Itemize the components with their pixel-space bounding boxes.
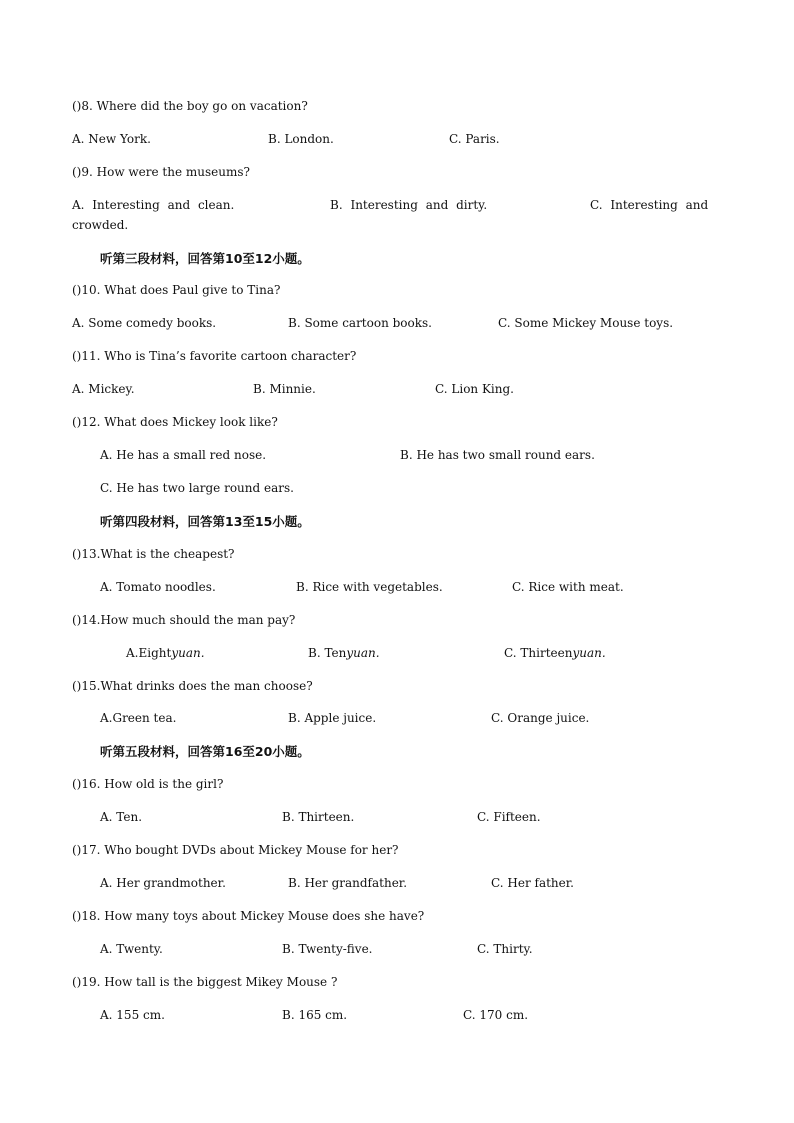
- q14-option-a: A.Eightyuan.: [126, 646, 205, 660]
- q19-option-a: A. 155 cm.: [100, 1008, 165, 1022]
- q10-option-b: B. Some cartoon books.: [288, 316, 432, 330]
- q17-option-a: A. Her grandmother.: [100, 876, 226, 890]
- q18-option-b: B. Twenty-five.: [282, 942, 373, 956]
- q17-option-c: C. Her father.: [491, 876, 574, 890]
- q13-option-a: A. Tomato noodles.: [100, 580, 216, 594]
- q15-option-c: C. Orange juice.: [491, 711, 590, 725]
- section-4-heading: 听第四段材料，回答第13至15小题。: [100, 514, 310, 529]
- question-16: ()16. How old is the girl?: [72, 777, 224, 791]
- question-9: ()9. How were the museums?: [72, 165, 250, 179]
- q16-option-c: C. Fifteen.: [477, 810, 541, 824]
- q8-option-a: A. New York.: [72, 132, 151, 146]
- q14-unit-c: yuan.: [572, 646, 606, 660]
- q8-option-c: C. Paris.: [449, 132, 500, 146]
- section-5-heading: 听第五段材料，回答第16至20小题。: [100, 744, 310, 759]
- q12-option-b: B. He has two small round ears.: [400, 448, 595, 462]
- question-13: ()13.What is the cheapest?: [72, 547, 235, 561]
- q10-option-c: C. Some Mickey Mouse toys.: [498, 316, 674, 330]
- q13-option-c: C. Rice with meat.: [512, 580, 624, 594]
- q14-unit-a: yuan.: [171, 646, 205, 660]
- q15-option-b: B. Apple juice.: [288, 711, 377, 725]
- question-19: ()19. How tall is the biggest Mikey Mouse ?: [72, 975, 338, 989]
- q14-option-c: C. Thirteenyuan.: [504, 646, 606, 660]
- q14-unit-b: yuan.: [346, 646, 380, 660]
- q17-option-b: B. Her grandfather.: [288, 876, 408, 890]
- question-15: ()15.What drinks does the man choose?: [72, 679, 313, 693]
- q11-option-b: B. Minnie.: [253, 382, 316, 396]
- question-10: ()10. What does Paul give to Tina?: [72, 283, 281, 297]
- section-3-heading: 听第三段材料，回答第10至12小题。: [100, 251, 310, 266]
- question-18: ()18. How many toys about Mickey Mouse does she have?: [72, 909, 425, 923]
- q13-option-b: B. Rice with vegetables.: [296, 580, 443, 594]
- q9-option-c: C. Interesting and: [590, 198, 709, 212]
- question-8: ()8. Where did the boy go on vacation?: [72, 99, 308, 113]
- question-12: ()12. What does Mickey look like?: [72, 415, 278, 429]
- q12-option-c: C. He has two large round ears.: [100, 481, 294, 495]
- question-17: ()17. Who bought DVDs about Mickey Mouse for her?: [72, 843, 399, 857]
- q16-option-a: A. Ten.: [100, 810, 143, 824]
- question-11: ()11. Who is Tina’s favorite cartoon character?: [72, 349, 357, 363]
- q16-option-b: B. Thirteen.: [282, 810, 355, 824]
- q19-option-b: B. 165 cm.: [282, 1008, 348, 1022]
- q18-option-c: C. Thirty.: [477, 942, 533, 956]
- q19-option-c: C. 170 cm.: [463, 1008, 529, 1022]
- q8-option-b: B. London.: [268, 132, 334, 146]
- q11-option-c: C. Lion King.: [435, 382, 514, 396]
- q9-option-a: A. Interesting and clean.: [72, 198, 235, 212]
- q15-option-a: A.Green tea.: [100, 711, 177, 725]
- q14-option-b: B. Tenyuan.: [308, 646, 380, 660]
- q9-option-b: B. Interesting and dirty.: [330, 198, 488, 212]
- q9-option-c-continued: crowded.: [72, 218, 129, 232]
- q12-option-a: A. He has a small red nose.: [100, 448, 267, 462]
- question-14: ()14.How much should the man pay?: [72, 613, 296, 627]
- q11-option-a: A. Mickey.: [72, 382, 135, 396]
- q18-option-a: A. Twenty.: [100, 942, 163, 956]
- q10-option-a: A. Some comedy books.: [72, 316, 217, 330]
